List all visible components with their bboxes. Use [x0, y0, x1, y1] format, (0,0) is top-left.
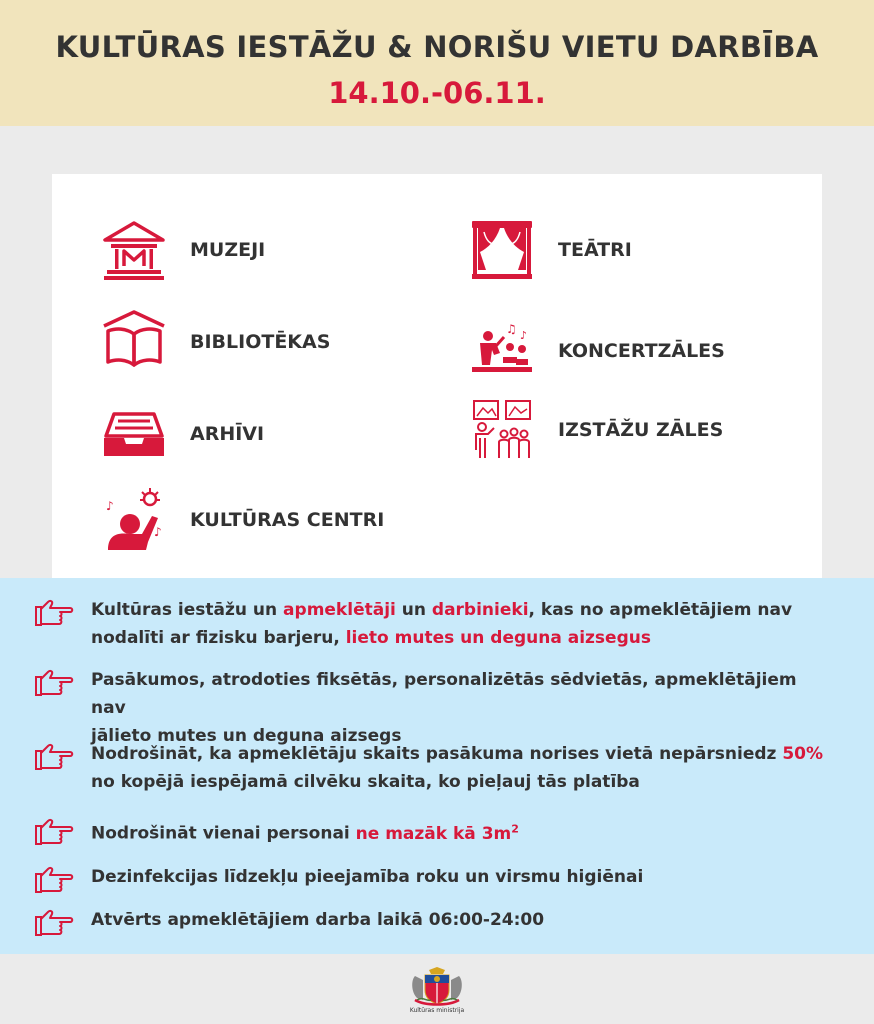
- venue-label: BIBLIOTĒKAS: [190, 331, 331, 353]
- venue-museums: [102, 218, 265, 282]
- pointing-hand-icon: [34, 864, 74, 894]
- venue-label: IZSTĀŽU ZĀLES: [558, 419, 724, 441]
- venue-label: KULTŪRAS CENTRI: [190, 509, 385, 531]
- rule-text: Pasākumos, atrodoties fiksētās, personalizētās sēdvietās, apmeklētājiem nav jālieto mutes un deguna aizsegs: [91, 670, 797, 746]
- museum-icon: [102, 218, 166, 282]
- library-icon: [102, 310, 166, 374]
- venues-card: [52, 174, 822, 578]
- culture-center-icon: [102, 488, 166, 552]
- rules-section: [0, 578, 874, 954]
- rule-disinfection: [34, 863, 834, 894]
- highlight-percent: 50%: [782, 744, 824, 764]
- highlight-staff: darbinieki: [431, 600, 529, 620]
- svg-text:♪: ♪: [520, 329, 528, 342]
- ministry-logo: [404, 966, 470, 1014]
- svg-text:♫: ♫: [506, 322, 517, 336]
- header-banner: [0, 0, 874, 126]
- venue-theaters: [470, 218, 632, 282]
- rule-text: Dezinfekcijas līdzekļu pieejamība roku un virsmu higiēnai: [91, 867, 644, 887]
- rule-masks: [34, 596, 834, 652]
- venue-archives: [102, 402, 264, 466]
- rule-text: Kultūras iestāžu un apmeklētāji un darbinieki, kas no apmeklētājiem nav nodalīti ar fizisku barjeru, lieto mutes un deguna aizsegus: [91, 600, 793, 648]
- highlight-visitors: apmeklētāji: [283, 600, 396, 620]
- highlight-masks: lieto mutes un deguna aizsegus: [345, 628, 651, 648]
- theater-icon: [470, 218, 534, 282]
- venue-culture-centers: [102, 488, 384, 552]
- venue-label: ARHĪVI: [190, 423, 265, 445]
- coat-of-arms-icon: [404, 966, 470, 1006]
- venue-label: TEĀTRI: [558, 239, 632, 261]
- archive-icon: [102, 402, 166, 466]
- rule-hours: [34, 906, 834, 937]
- rule-area: [34, 815, 834, 848]
- date-range: 14.10.-06.11.: [328, 76, 546, 110]
- rule-text: Nodrošināt, ka apmeklētāju skaits pasākuma norises vietā nepārsniedz 50% no kopējā iespējamā cilvēku skaita, ko pieļauj tās platība: [91, 744, 824, 792]
- exhibition-hall-icon: [470, 398, 534, 462]
- venue-label: KONCERTZĀLES: [558, 340, 725, 362]
- ministry-name: Kultūras ministrija: [409, 1007, 465, 1014]
- svg-text:♪: ♪: [106, 499, 114, 513]
- rule-text: Nodrošināt vienai personai ne mazāk kā $3m^2$: [91, 822, 519, 844]
- pointing-hand-icon: [34, 741, 74, 771]
- page-title: KULTŪRAS IESTĀŽU & NORIŠU VIETU DARBĪBA: [55, 30, 819, 64]
- pointing-hand-icon: [34, 816, 74, 846]
- venue-libraries: [102, 310, 330, 374]
- concert-hall-icon: [470, 319, 534, 383]
- rule-seating: [34, 666, 834, 750]
- venue-exhibition-halls: [470, 398, 723, 462]
- pointing-hand-icon: [34, 597, 74, 627]
- pointing-hand-icon: [34, 667, 74, 697]
- venue-label: MUZEJI: [190, 239, 266, 261]
- highlight-area: ne mazāk kā $3m^2$: [355, 822, 519, 844]
- svg-text:♪: ♪: [154, 525, 162, 539]
- rule-text: Atvērts apmeklētājiem darba laikā 06:00-24:00: [91, 910, 545, 930]
- footer: [0, 954, 874, 1024]
- rule-capacity: [34, 740, 834, 796]
- venue-concert-halls: [470, 319, 725, 383]
- pointing-hand-icon: [34, 907, 74, 937]
